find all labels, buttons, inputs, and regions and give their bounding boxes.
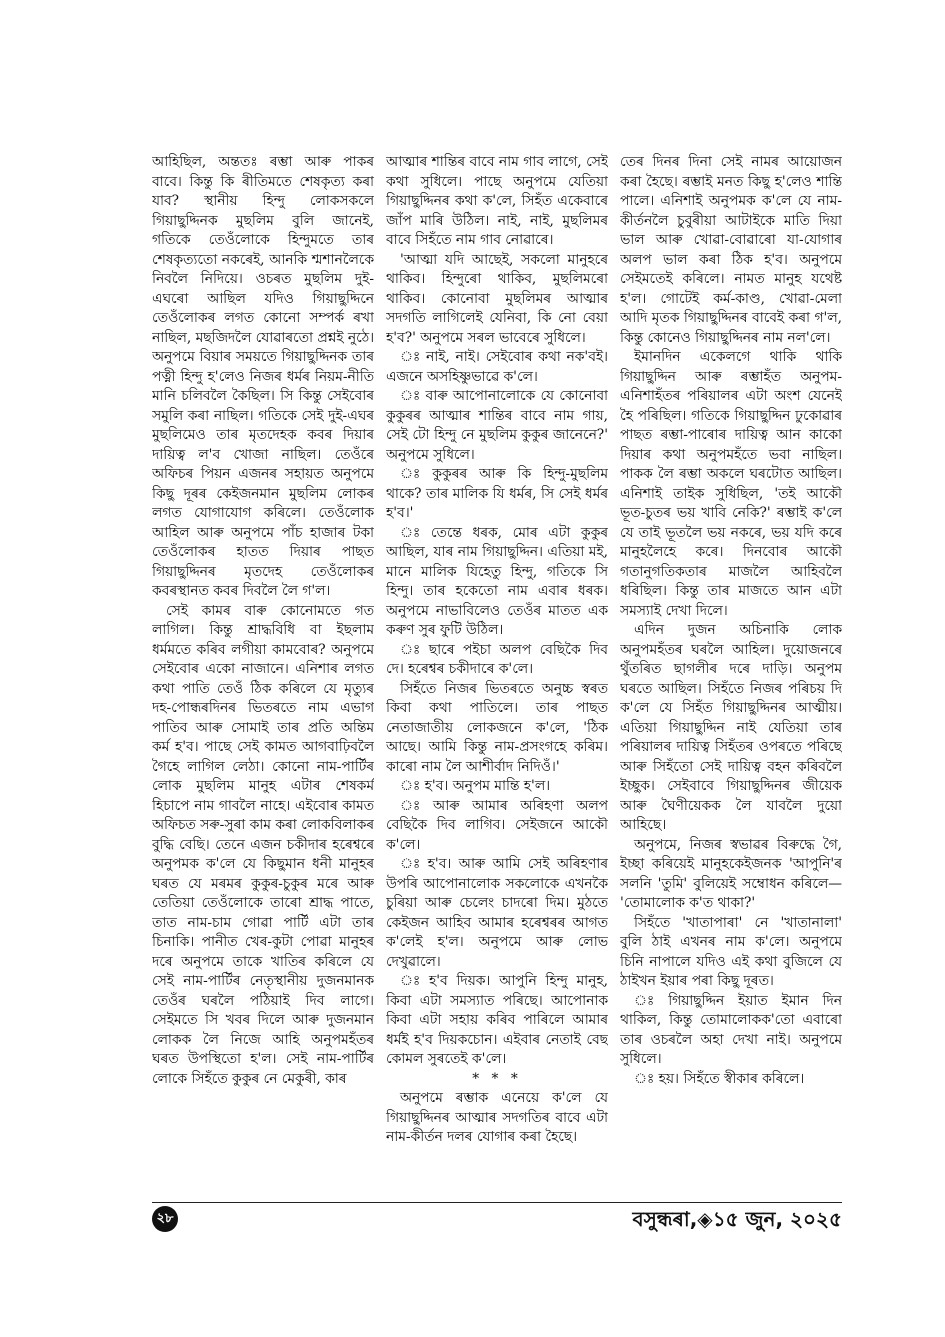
paragraph: তেৰ দিনৰ দিনা সেই নামৰ আয়োজন কৰা হৈছে। ৰম্ভাই মনত কিছু হ'লেও শান্তি পালে। এনিশাই অনুপমক ক'লে যে নাম-কীৰ্তনলৈ চুবুৰীয়া আটাইকে মাতি দিয়া ভাল আৰু খোৱা-বোৱাৰো যা-যোগাৰ অলপ ভাল কৰা ঠিক হ'ব। অনুপমে সেইমতেই কৰিলে। নামত মানুহ যথেষ্ট হ'ল। গোটেই কৰ্ম-কাণ্ড, খোৱা-মেলা আদি মৃতক গিয়াছুদ্দিনৰ বাবেই কৰা গ'ল, কিন্তু কোনেও গিয়াছুদ্দিনৰ নাম নল'লে। xyxy=(620,154,842,346)
paragraph: অনুপমে, নিজৰ স্বভাৱৰ বিৰুদ্ধে গৈ, ইচ্ছা কৰিয়েই মানুহকেইজনক 'আপুনি'ৰ সলনি 'তুমি' বুলিয়েই সম্বোধন কৰিলে— 'তোমালোক ক'ত থাকা?' xyxy=(620,836,842,911)
paragraph: ঃ হ'ব। অনুপম মান্তি হ'ল। xyxy=(400,778,551,794)
column-3 xyxy=(620,153,842,1193)
paragraph: সিহঁতে নিজৰ ভিতৰতে অনুচ্চ স্বৰত কিবা কথা পাতিলে। তাৰ পাছত নেতাজাতীয় লোকজনে ক'লে, 'ঠিক আছে। আমি কিন্তু নাম-প্ৰসংগহে কৰিম। কাৰো নাম লৈ আশীৰ্বাদ নিদিওঁ।' xyxy=(386,680,608,775)
paragraph: ঃ হয়। সিহঁতে স্বীকাৰ কৰিলে। xyxy=(634,1070,805,1087)
paragraph: ঃ আৰু আমাৰ অৰিহণা অলপ বেছিকৈ দিব লাগিব। সেইজনে আকৌ ক'লে। xyxy=(386,797,608,853)
paragraph: সিহঁতে 'খাতাপাৰা' নে 'খাতানালা' বুলি ঠাই এখনৰ নাম ক'লে। অনুপমে চিনি নাপালে যদিও এই কথা বুজিলে যে ঠাইখন ইয়াৰ পৰা কিছু দূৰত। xyxy=(620,914,842,989)
paragraph: ইমানদিন একেলগে থাকি থাকি গিয়াছুদ্দিন আৰু ৰম্ভাহঁত অনুপম-এনিশাহঁতৰ পৰিয়ালৰ এটা অংশ যেনেই হৈ পৰিছিল। গতিকে গিয়াছুদ্দিন ঢুকোৱাৰ পাছত ৰম্ভা-পাৰোৰ দায়িত্ব আন কাকো দিয়াৰ কথা অনুপমহঁতে ভবা নাছিল। পাকক লৈ ৰম্ভা অকলে ঘৰটোত আছিল। এনিশাই তাইক সুধিছিল, 'তই আকৌ ভূত-চুতৰ ভয় খাবি নেকি?' ৰম্ভাই ক'লে যে তাই ভূতলৈ ভয় নকৰে, ভয় যদি কৰে মানুহলৈহে কৰে। দিনবোৰ আকৌ গতানুগতিকতাৰ মাজলৈ আহিবলৈ ধৰিছিল। কিন্তু তাৰ মাজতে আন এটা সমস্যাই দেখা দিলে। xyxy=(620,349,842,619)
paragraph: ঃ হ'ব। আৰু আমি সেই অৰিহণাৰ উপৰি আপোনালোক সকলোকে এখনকৈ চুৰিয়া আৰু চেলেং চাদৰো দিম। মুঠতে কেইজন আহিব আমাৰ হৰেশ্বৰৰ আগত ক'লেই হ'ল। অনুপমে আৰু লোভ দেখুৱালে। xyxy=(386,856,608,970)
article-body xyxy=(152,153,842,1193)
paragraph: সেই কামৰ বাৰু কোনোমতে গত লাগিল। কিন্তু শ্ৰাদ্ধবিধি বা ইছলাম ধৰ্মমতে কৰিব লগীয়া কামবোৰ? অনুপমে সেইবোৰ একো নাজানে। এনিশাৰ লগত কথা পাতি তেওঁ ঠিক কৰিলে যে মৃত্যুৰ দহ-পোন্ধৰদিনৰ ভিতৰতে নাম এভাগ পাতিব আৰু সোমাই তাৰ প্ৰতি অন্তিম কৰ্ম হ'ব। পাছে সেই কামত আগবাঢ়িবলৈ গৈহে লাগিল লেঠা। কোনো নাম-পাৰ্টিৰ লোক মুছলিম মানুহ এটাৰ শেষকৰ্ম হিচাপে নাম গাবলৈ নাহে। এইবোৰ কামত অফিচত সৰু-সুৰা কাম কৰা লোকবিলাকৰ বুদ্ধি বেছি। তেনে এজন চকীদাৰ হৰেশ্বৰে অনুপমক ক'লে যে কিছুমান ধনী মানুহৰ ঘৰত যে মৰমৰ কুকুৰ-চুকুৰ মৰে আৰু তেতিয়া তেওঁলোকে তাৰো শ্ৰাদ্ধ পাতে, তাত নাম-চাম গোৱা পাৰ্টি এটা তাৰ চিনাকি। পানীত খেৰ-কুটা পোৱা মানুহৰ দৰে অনুপমে তাকে খাতিৰ কৰিলে যে সেই নাম-পাৰ্টিৰ নেতৃস্থানীয় দুজনমানক তেওঁৰ ঘৰলৈ পঠিয়াই দিব লাগে। সেইমতে সি খবৰ দিলে আৰু দুজনমান লোকক লৈ নিজে আহি অনুপমহঁতৰ ঘৰত উপস্থিতো হ'ল। সেই নাম-পাৰ্টিৰ লোকে সিহঁতে কুকুৰ নে মেকুৰী, কাৰ xyxy=(152,602,374,1087)
page-number: ২৮ xyxy=(152,1206,178,1232)
section-break: * * * xyxy=(472,1070,522,1087)
paragraph: ঃ গিয়াছুদ্দিন ইয়াত ইমান দিন থাকিল, কিন্তু তোমালোকক'তো এবাৰো তাৰ ওচৰলৈ অহা দেখা নাই। অনুপমে সুধিলে। xyxy=(620,992,842,1067)
paragraph: এদিন দুজন অচিনাকি লোক অনুপমহঁতৰ ঘৰলৈ আহিল। দুয়োজনৰে থুঁতৰিত ছাগলীৰ দৰে দাড়ি। অনুপম ঘৰতে আছিল। সিহঁতে নিজৰ পৰিচয় দি ক'লে যে সিহঁত গিয়াছুদ্দিনৰ আত্মীয়। এতিয়া গিয়াছুদ্দিন নাই যেতিয়া তাৰ পৰিয়ালৰ দায়িত্ব সিহঁতৰ ওপৰতে পৰিছে আৰু সিহঁতো সেই দায়িত্ব বহন কৰিবলৈ ইচ্ছুক। সেইবাবে গিয়াছুদ্দিনৰ জীয়েক আৰু ঘৈণীয়েকক লৈ যাবলৈ দুয়ো আহিছে। xyxy=(620,622,842,833)
paragraph: ঃ হ'ব দিয়ক। আপুনি হিন্দু মানুহ, কিবা এটা সমস্যাত পৰিছে। আপোনাক কিবা এটা সহায় কৰিব পাৰিলে আমাৰ ধৰ্মই হ'ব দিয়কচোন। এইবাৰ নেতাই বেছ কোমল সুৰতেই ক'লে। xyxy=(386,973,608,1067)
publication-footer: বসুন্ধৰা,◈১৫ জুন, ২০২৫ xyxy=(632,1207,842,1231)
column-1 xyxy=(152,153,374,1193)
paragraph: 'আত্মা যদি আছেই, সকলো মানুহৰে থাকিব। হিন্দুৰো থাকিব, মুছলিমৰো থাকিব। কোনোবা মুছলিমৰ আত্মাৰ সদগতি লাগিলেই যেনিবা, কি নো বেয়া হ'ব?' অনুপমে সৰল ভাবেৰে সুধিলে। xyxy=(386,251,608,346)
footer-rule xyxy=(152,1202,842,1203)
paragraph: ঃ কুকুৰৰ আৰু কি হিন্দু-মুছলিম থাকে? তাৰ মালিক যি ধৰ্মৰ, সি সেই ধৰ্মৰ হ'ব।' xyxy=(386,466,608,521)
paragraph: ঃ তেন্তে ধৰক, মোৰ এটা কুকুৰ আছিল, যাৰ নাম গিয়াছুদ্দিন। এতিয়া মই, মানে মালিক যিহেতু হিন্দু, গতিকে সি হিন্দু। তাৰ হকেতো নাম এবাৰ ধৰক। অনুপমে নাভাবিলেও তেওঁৰ মাতত এক কৰুণ সুৰ ফুটি উঠিল। xyxy=(386,524,608,638)
paragraph: ঃ বাৰু আপোনালোকে যে কোনোবা কুকুৰৰ আত্মাৰ শান্তিৰ বাবে নাম গায়, সেই টো হিন্দু নে মুছলিম কুকুৰ জানেনে?' অনুপমে সুধিলে। xyxy=(386,388,608,463)
paragraph: অনুপমে ৰম্ভাক এনেয়ে ক'লে যে গিয়াছুদ্দিনৰ আত্মাৰ সদগতিৰ বাবে এটা নাম-কীৰ্তন দলৰ যোগাৰ কৰা হৈছে। xyxy=(386,1090,608,1145)
paragraph: ঃ ছাৰে পইচা অলপ বেছিকৈ দিব দে। হৰেশ্বৰ চকীদাৰে ক'লে। xyxy=(386,641,608,677)
paragraph: ঃ নাই, নাই। সেইবোৰ কথা নক'বই। এজনে অসহিষ্ণুভাৱে ক'লে। xyxy=(386,349,608,385)
column-2 xyxy=(386,153,608,1193)
paragraph: আহিছিল, অন্ততঃ ৰম্ভা আৰু পাকৰ বাবে। কিন্তু কি ৰীতিমতে শেষকৃত্য কৰা যাব? স্থানীয় হিন্দু লোকসকলে গিয়াছুদ্দিনক মুছলিম বুলি জানেই, গতিকে তেওঁলোকে হিন্দুমতে তাৰ শেষকৃত্যতো নকৰেই, আনকি শ্মশানলৈকে নিবলৈ নিদিয়ে। ওচৰত মুছলিম দুই-এঘৰো আছিল যদিও গিয়াছুদ্দিনে তেওঁলোকৰ লগত কোনো সম্পৰ্ক ৰখা নাছিল, মছজিদলৈ যোৱাৰতো প্ৰশ্নই নুঠে। অনুপমে বিয়াৰ সময়তে গিয়াছুদ্দিনক তাৰ পত্নী হিন্দু হ'লেও নিজৰ ধৰ্মৰ নিয়ম-নীতি মানি চলিবলৈ কৈছিল। সি কিন্তু সেইবোৰ সমুলি কৰা নাছিল। গতিকে সেই দুই-এঘৰ মুছলিমেও তাৰ মৃতদেহক কবৰ দিয়াৰ দায়িত্ব ল'ব খোজা নাছিল। তেওঁৰে অফিচৰ পিয়ন এজনৰ সহায়ত অনুপমে কিছু দূৰৰ কেইজনমান মুছলিম লোকৰ লগত যোগাযোগ কৰিলে। তেওঁলোক আহিল আৰু অনুপমে পাঁচ হাজাৰ টকা তেওঁলোকৰ হাতত দিয়াৰ পাছত গিয়াছুদ্দিনৰ মৃতদেহ তেওঁলোকৰ কবৰস্থানত কবৰ দিবলৈ লৈ গ'ল। xyxy=(152,154,374,599)
paragraph: আত্মাৰ শান্তিৰ বাবে নাম গাব লাগে, সেই কথা সুধিলে। পাছে অনুপমে যেতিয়া গিয়াছুদ্দিনৰ কথা ক'লে, সিহঁত একেবাৰে জাঁপ মাৰি উঠিল। নাই, নাই, মুছলিমৰ বাবে সিহঁতে নাম গাব নোৱাৰে। xyxy=(386,154,608,248)
